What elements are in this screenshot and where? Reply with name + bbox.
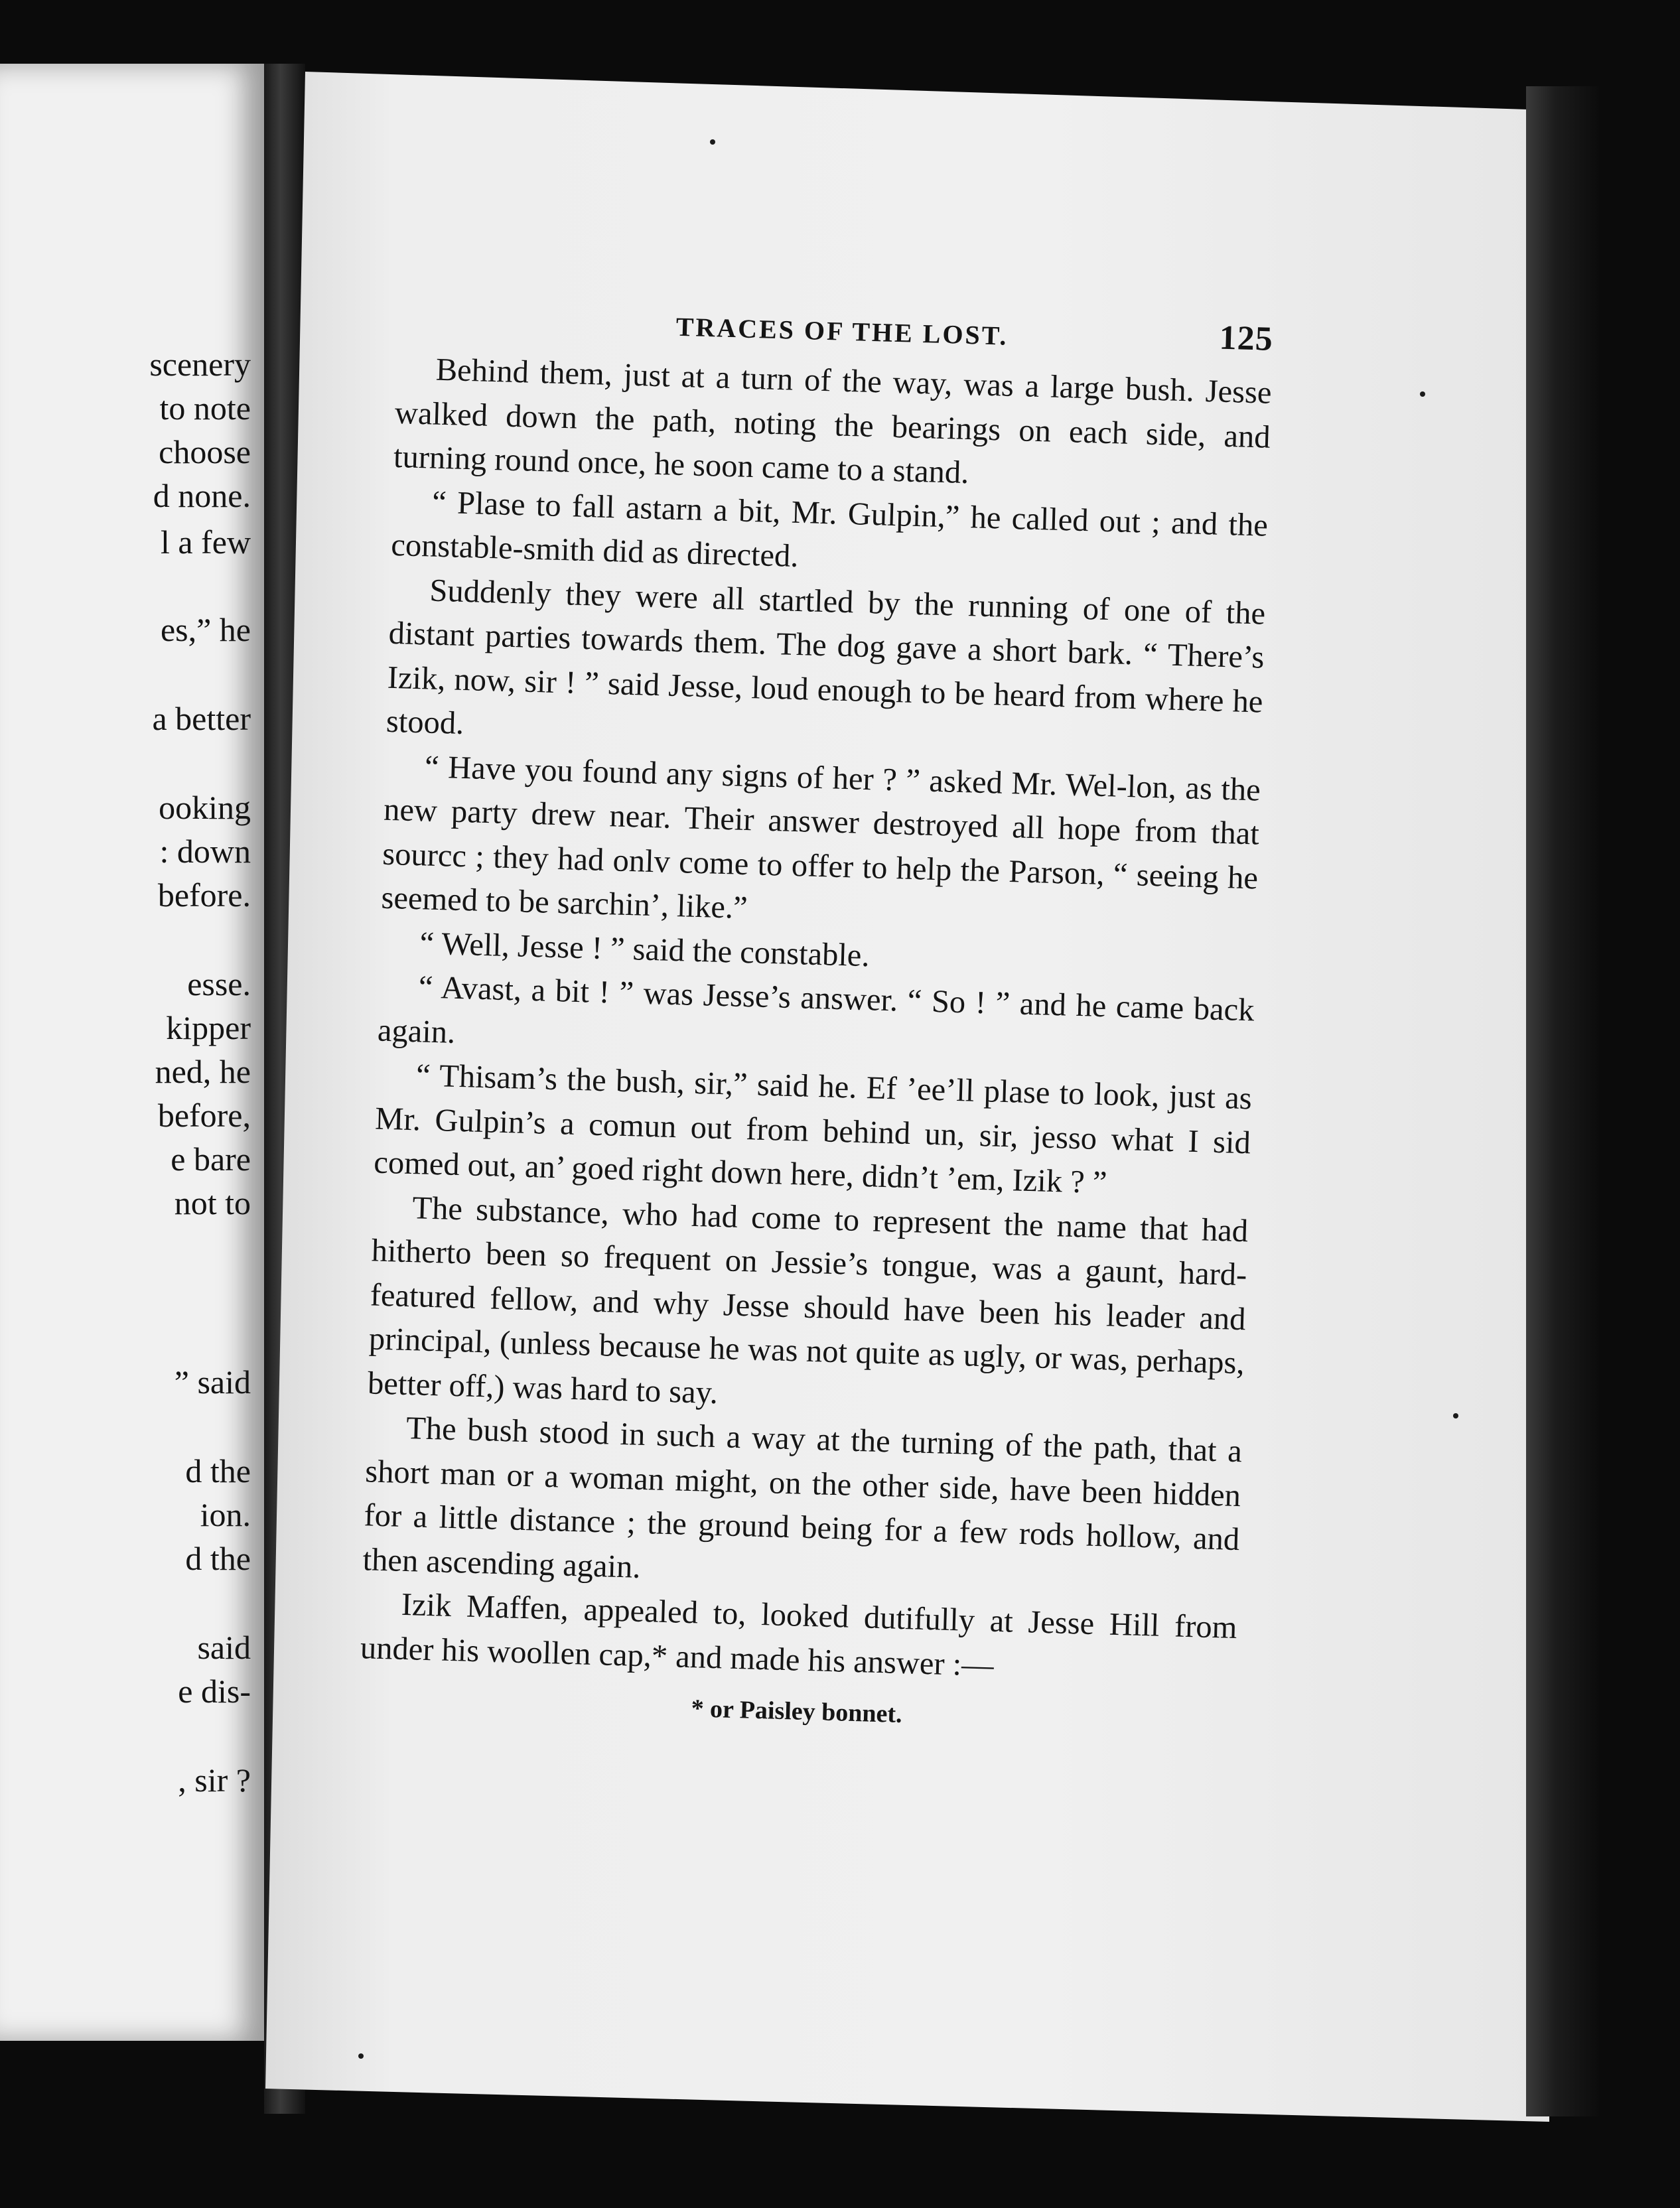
left-page-line: said (197, 1629, 251, 1666)
page-stack-edge (1526, 86, 1599, 2116)
left-page-line: ion. (200, 1496, 251, 1533)
paragraph: Suddenly they were all startled by the running of one of the distant parties towards them. The dog gave a short bark. “ There’s Izik, now, sir ! ” said Jesse, loud enough to be heard from where he stood. (385, 573, 1266, 742)
paragraph: “ Plase to fall astarn a bit, Mr. Gulpin,” he called out ; and the constable-smith did as directed. (390, 484, 1269, 574)
left-page-line: before, (157, 1097, 251, 1134)
scan-speck (1453, 1413, 1458, 1418)
right-page-text-block (358, 295, 1273, 1738)
paragraph: “ Thisam’s the bush, sir,” said he. Ef ’ee’ll plase to look, just as Mr. Gulpin’s a comun out from behind un, sir, jesso what I sid comed out, an’ goed right down here, didn’t ’em, Izik ? ” (373, 1058, 1253, 1201)
paragraph: “ Well, Jesse ! ” said the constable. (419, 925, 871, 973)
left-facing-page (0, 64, 264, 2041)
left-page-line: d the (185, 1540, 251, 1577)
left-page-line: to note (159, 389, 251, 427)
paragraph: The substance, who had come to represent the name that had hitherto been so frequent on Jessie’s tongue, was a gaunt, hard-featured fellow, and why Jesse should have been his leader and principal, (unless because he was not quite as ugly, or was, perhaps, better off,) was hard to say. (367, 1190, 1249, 1411)
left-page-line: d none. (153, 477, 251, 514)
left-page-line: : down (159, 833, 251, 870)
running-head: TRACES OF THE LOST. (675, 311, 1009, 351)
left-page-line: l a few (160, 523, 251, 561)
paragraph: “ Avast, a bit ! ” was Jesse’s answer. “ So ! ” and he came back again. (377, 969, 1255, 1050)
paragraph: “ Have you found any signs of her ? ” asked Mr. Wel-lon, as the new party drew near. Their answer destroyed all hope from that sourcc ; they had onlv come to offer to help the Parson, “ seeing he seemed to be sarchin’, like.” (380, 748, 1261, 926)
left-page-line: e bare (171, 1140, 251, 1178)
left-page-line: ” said (174, 1363, 251, 1401)
left-page-line: , sir ? (178, 1761, 251, 1799)
left-page-line: e dis- (178, 1673, 251, 1710)
left-page-line: esse. (187, 965, 251, 1002)
page-number: 125 (1218, 318, 1274, 358)
left-page-line: kipper (166, 1009, 251, 1046)
scan-speck (710, 139, 715, 145)
scan-speck (358, 2053, 364, 2059)
left-page-line: es,” he (160, 611, 251, 648)
left-page-line: not to (174, 1184, 251, 1221)
footnote: * or Paisley bonnet. (691, 1694, 903, 1729)
paragraph: The bush stood in such a way at the turning of the path, that a short man or a woman might, on the other side, have been hidden for a little distance ; the ground being for a few rods hollow, and then ascending again. (362, 1411, 1243, 1585)
scan-speck (1420, 391, 1425, 397)
left-page-line: a better (152, 700, 251, 737)
left-page-line: scenery (149, 346, 251, 383)
left-page-line: d the (185, 1452, 251, 1489)
left-page-line: choose (159, 433, 251, 470)
paragraph: Izik Maffen, appealed to, looked dutifully at Jesse Hill from under his woollen cap,* and made his answer :— (360, 1586, 1238, 1683)
left-page-line: ooking (159, 789, 251, 826)
paragraph: Behind them, just at a turn of the way, was a large bush. Jesse walked down the path, noting the bearings on each side, and turning round once, he soon came to a stand. (393, 352, 1273, 491)
left-page-line: ned, he (155, 1053, 251, 1090)
left-page-line: before. (157, 876, 251, 914)
